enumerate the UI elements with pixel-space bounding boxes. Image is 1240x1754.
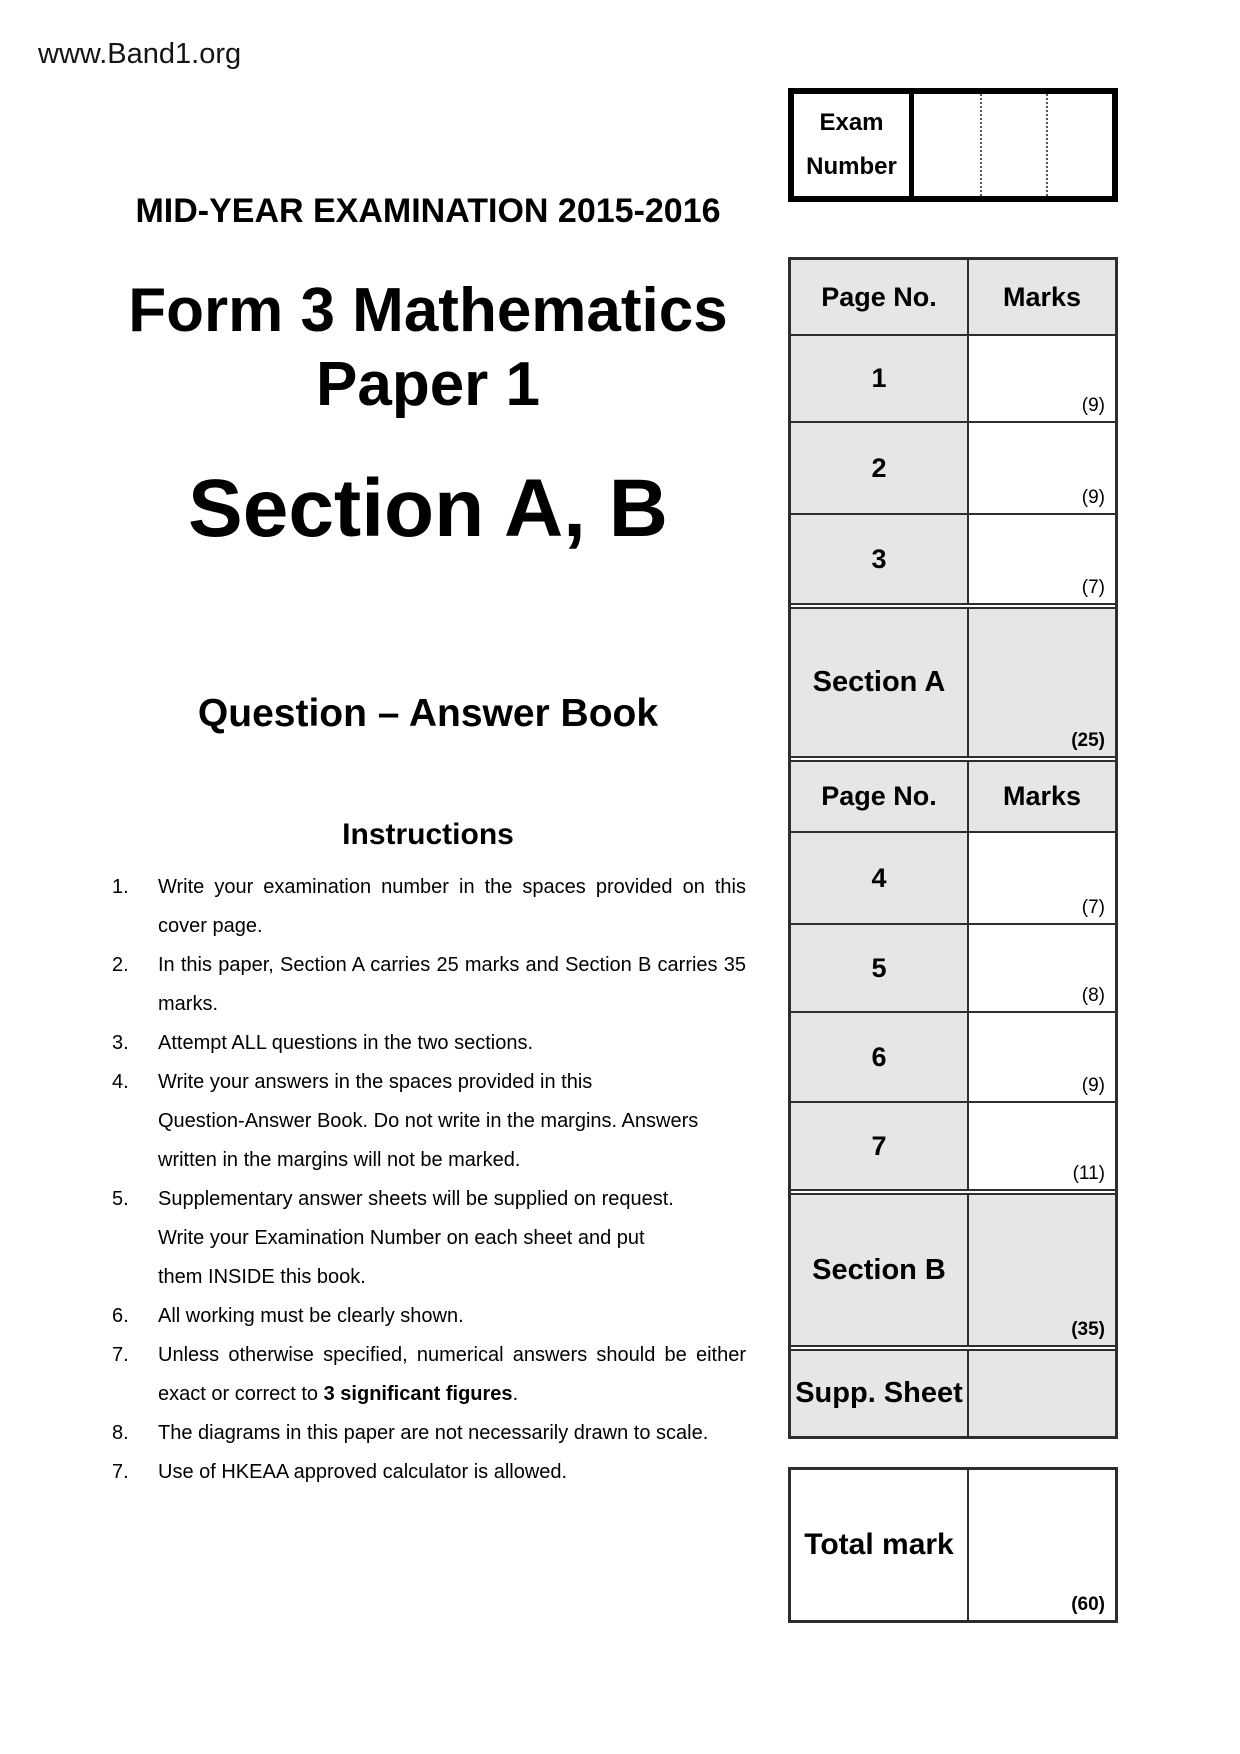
marks-header-cell: Marks bbox=[969, 762, 1115, 831]
marks-cell bbox=[969, 609, 1115, 756]
book-title: Question – Answer Book bbox=[197, 692, 659, 735]
instruction-number: 5. bbox=[112, 1188, 129, 1210]
exam-number-label-line2: Number bbox=[806, 152, 897, 180]
marks-cell bbox=[969, 833, 1115, 923]
instruction-number: 7. bbox=[112, 1344, 129, 1366]
total-mark-cell bbox=[969, 1470, 1115, 1620]
instruction-line bbox=[112, 868, 772, 907]
marks-cell bbox=[969, 1351, 1115, 1436]
instruction-number: 4. bbox=[112, 1071, 129, 1093]
site-watermark: www.Band1.org bbox=[38, 38, 242, 70]
instruction-text: Write your Examination Number on each sheet and put bbox=[158, 1227, 645, 1249]
instruction-line bbox=[112, 1414, 772, 1453]
instruction-text: Write your answers in the spaces provided in this bbox=[158, 1071, 593, 1093]
instruction-number: 6. bbox=[112, 1305, 129, 1327]
marks-value: (8) bbox=[1081, 985, 1105, 1006]
instruction-text: In this paper, Section A carries 25 marks and Section B carries 35 bbox=[158, 954, 746, 976]
instruction-text: written in the margins will not be marked. bbox=[158, 1149, 521, 1171]
instruction-text: cover page. bbox=[158, 915, 263, 937]
marks-table-row bbox=[791, 421, 1115, 513]
subject-line-2: Paper 1 bbox=[315, 350, 541, 419]
marks-cell bbox=[969, 925, 1115, 1011]
total-mark-value: (60) bbox=[1071, 1594, 1105, 1615]
instructions-heading: Instructions bbox=[342, 818, 514, 851]
marks-value: (9) bbox=[1081, 1075, 1105, 1096]
instruction-line bbox=[112, 946, 772, 985]
instruction-number: 8. bbox=[112, 1422, 129, 1444]
instruction-text: Use of HKEAA approved calculator is allowed. bbox=[158, 1461, 568, 1483]
total-mark-table bbox=[788, 1467, 1118, 1623]
page-no-cell: 1 bbox=[791, 336, 969, 421]
marks-cell bbox=[969, 1195, 1115, 1345]
marks-table-row bbox=[791, 1345, 1115, 1436]
marks-table-header-row bbox=[791, 260, 1115, 334]
marks-table-row bbox=[791, 1189, 1115, 1345]
exam-number-cell-divider bbox=[980, 94, 982, 196]
page-no-cell: Section B bbox=[791, 1195, 969, 1345]
subject-title bbox=[96, 274, 760, 422]
instruction-line bbox=[112, 1375, 772, 1414]
instruction-text: The diagrams in this paper are not necessarily drawn to scale. bbox=[158, 1422, 709, 1444]
exam-title: MID-YEAR EXAMINATION 2015-2016 bbox=[135, 192, 721, 230]
instruction-line bbox=[112, 985, 772, 1024]
instruction-number: 3. bbox=[112, 1032, 129, 1054]
instruction-line bbox=[112, 1180, 772, 1219]
marks-cell bbox=[969, 336, 1115, 421]
exam-number-cells bbox=[914, 94, 1112, 196]
instruction-line bbox=[112, 1102, 772, 1141]
instruction-line bbox=[112, 1258, 772, 1297]
marks-table-row bbox=[791, 1101, 1115, 1189]
marks-table-row bbox=[791, 334, 1115, 421]
instruction-number: 7. bbox=[112, 1461, 129, 1483]
page-no-cell: 6 bbox=[791, 1013, 969, 1101]
marks-value: (7) bbox=[1081, 577, 1105, 598]
page-no-cell: 2 bbox=[791, 423, 969, 513]
marks-table-row bbox=[791, 603, 1115, 756]
section-title: Section A, B bbox=[188, 463, 668, 554]
page-no-cell: 4 bbox=[791, 833, 969, 923]
instruction-line bbox=[112, 1063, 772, 1102]
exam-number-label-line1: Exam bbox=[819, 109, 884, 137]
instruction-line bbox=[112, 1219, 772, 1258]
marks-table-row bbox=[791, 923, 1115, 1011]
instruction-text: Supplementary answer sheets will be supplied on request. bbox=[158, 1188, 674, 1210]
total-mark-label: Total mark bbox=[791, 1470, 969, 1620]
marks-cell bbox=[969, 515, 1115, 603]
marks-cell bbox=[969, 423, 1115, 513]
instruction-number: 1. bbox=[112, 876, 129, 898]
marks-table-row bbox=[791, 831, 1115, 923]
marks-table-row bbox=[791, 1011, 1115, 1101]
marks-table-header-row bbox=[791, 756, 1115, 831]
instruction-text: Attempt ALL questions in the two sections. bbox=[158, 1032, 534, 1054]
instruction-line bbox=[112, 1024, 772, 1063]
instruction-line bbox=[112, 1453, 772, 1492]
marks-value: (11) bbox=[1072, 1163, 1105, 1184]
marks-value: (7) bbox=[1081, 897, 1105, 918]
instruction-text: Write your examination number in the spaces provided on this bbox=[158, 876, 746, 898]
exam-number-box bbox=[788, 88, 1118, 202]
page-no-cell: Supp. Sheet bbox=[791, 1351, 969, 1436]
exam-number-label bbox=[794, 94, 914, 196]
instruction-line bbox=[112, 1141, 772, 1180]
instruction-number: 2. bbox=[112, 954, 129, 976]
instructions-list bbox=[112, 868, 772, 1492]
exam-number-cell-divider bbox=[1046, 94, 1048, 196]
marks-cell bbox=[969, 1013, 1115, 1101]
page-no-cell: 3 bbox=[791, 515, 969, 603]
instruction-line bbox=[112, 907, 772, 946]
subject-line-1: Form 3 Mathematics bbox=[128, 276, 728, 345]
page-no-header-cell: Page No. bbox=[791, 762, 969, 831]
page-no-cell: 5 bbox=[791, 925, 969, 1011]
marks-cell bbox=[969, 1103, 1115, 1189]
instruction-text: exact or correct to 3 significant figures. bbox=[158, 1383, 519, 1405]
marks-value: (35) bbox=[1071, 1319, 1105, 1340]
marks-table bbox=[788, 257, 1118, 1439]
marks-value: (25) bbox=[1071, 730, 1105, 751]
page-no-header-cell: Page No. bbox=[791, 260, 969, 334]
marks-value: (9) bbox=[1081, 487, 1105, 508]
marks-value: (9) bbox=[1081, 395, 1105, 416]
instruction-text: Unless otherwise specified, numerical answers should be either bbox=[158, 1344, 746, 1366]
instruction-text: marks. bbox=[158, 993, 218, 1015]
page-no-cell: 7 bbox=[791, 1103, 969, 1189]
instruction-line bbox=[112, 1297, 772, 1336]
marks-table-row bbox=[791, 513, 1115, 603]
instruction-line bbox=[112, 1336, 772, 1375]
marks-header-cell: Marks bbox=[969, 260, 1115, 334]
instruction-text: Question-Answer Book. Do not write in the margins. Answers bbox=[158, 1110, 699, 1132]
instruction-text: them INSIDE this book. bbox=[158, 1266, 366, 1288]
page-no-cell: Section A bbox=[791, 609, 969, 756]
instruction-text: All working must be clearly shown. bbox=[158, 1305, 464, 1327]
